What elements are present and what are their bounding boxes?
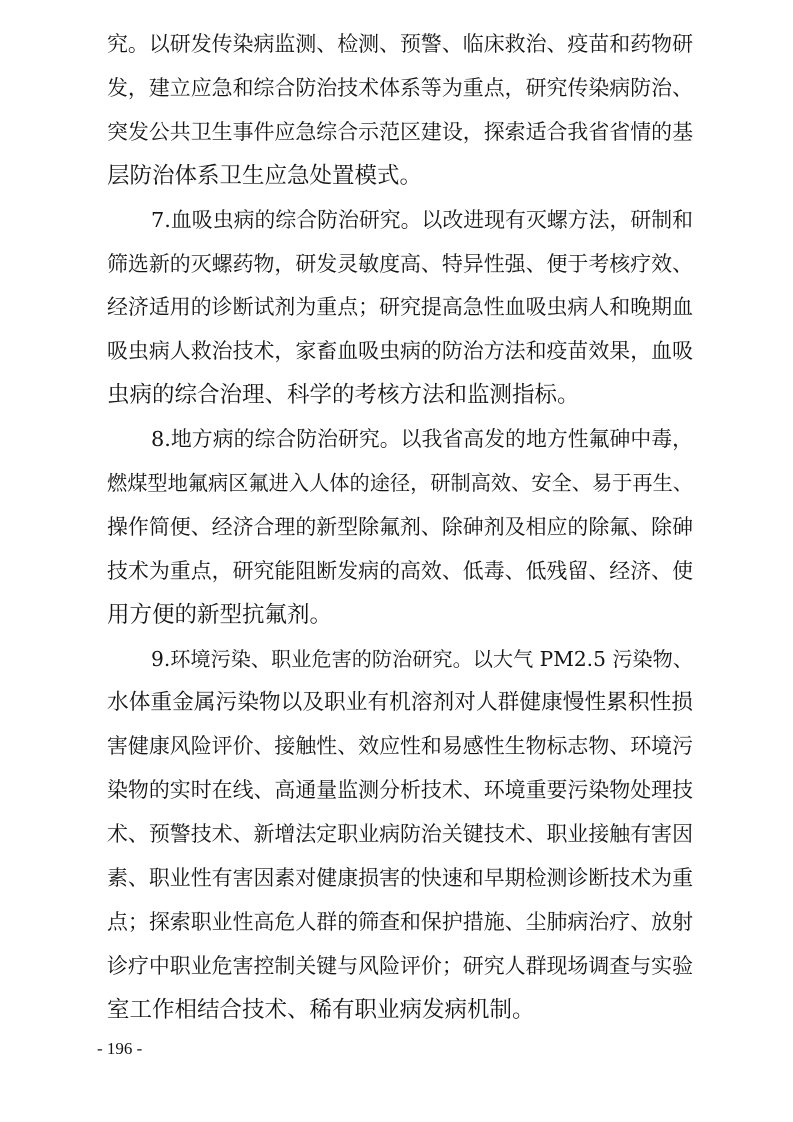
text-line: 虫病的综合治理、科学的考核方法和监测指标。	[107, 382, 580, 408]
text-line: 点；探索职业性高危人群的筛查和保护措施、尘肺病治疗、放射	[107, 910, 693, 934]
text-line: 用方便的新型抗氟剂。	[107, 602, 333, 628]
text-line: 害健康风险评价、接触性、效应性和易感性生物标志物、环境污	[107, 734, 693, 758]
text-line: 素、职业性有害因素对健康损害的快速和早期检测诊断技术为重	[107, 866, 693, 890]
text-line: 水体重金属污染物以及职业有机溶剂对人群健康慢性累积性损	[107, 690, 693, 715]
text-line: 燃煤型地氟病区氟进入人体的途径，研制高效、安全、易于再生、	[107, 471, 693, 495]
page-number: - 196 -	[97, 1039, 143, 1058]
text-line: 技术为重点，研究能阻断发病的高效、低毒、低残留、经济、使	[107, 559, 693, 583]
paragraph-heading-line: 7.血吸虫病的综合防治研究。以改进现有灭螺方法，研制和	[151, 208, 693, 232]
text-line: 经济适用的诊断试剂为重点；研究提高急性血吸虫病人和晚期血	[107, 295, 693, 319]
text-line: 吸虫病人救治技术，家畜血吸虫病的防治方法和疫苗效果，血吸	[107, 339, 693, 363]
text-line: 究。以研发传染病监测、检测、预警、临床救治、疫苗和药物研	[107, 32, 693, 56]
text-line: 诊疗中职业危害控制关键与风险评价；研究人群现场调查与实验	[107, 954, 693, 978]
text-line: 筛选新的灭螺药物，研发灵敏度高、特异性强、便于考核疗效、	[107, 252, 693, 276]
text-line: 操作简便、经济合理的新型除氟剂、除砷剂及相应的除氟、除砷	[107, 515, 693, 539]
text-line: 发，建立应急和综合防治技术体系等为重点，研究传染病防治、	[107, 76, 693, 100]
paragraph-heading-line: 8.地方病的综合防治研究。以我省高发的地方性氟砷中毒，	[151, 427, 693, 451]
text-line: 室工作相结合技术、稀有职业病发病机制。	[107, 997, 535, 1023]
text-line: 突发公共卫生事件应急综合示范区建设，探索适合我省省情的基	[107, 120, 693, 144]
text-line: 染物的实时在线、高通量监测分析技术、环境重要污染物处理技	[107, 778, 693, 802]
paragraph-heading-line: 9.环境污染、职业危害的防治研究。以大气 PM2.5 污染物、	[151, 647, 693, 671]
text-line: 术、预警技术、新增法定职业病防治关键技术、职业接触有害因	[107, 822, 693, 846]
text-line: 层防治体系卫生应急处置模式。	[107, 163, 423, 189]
